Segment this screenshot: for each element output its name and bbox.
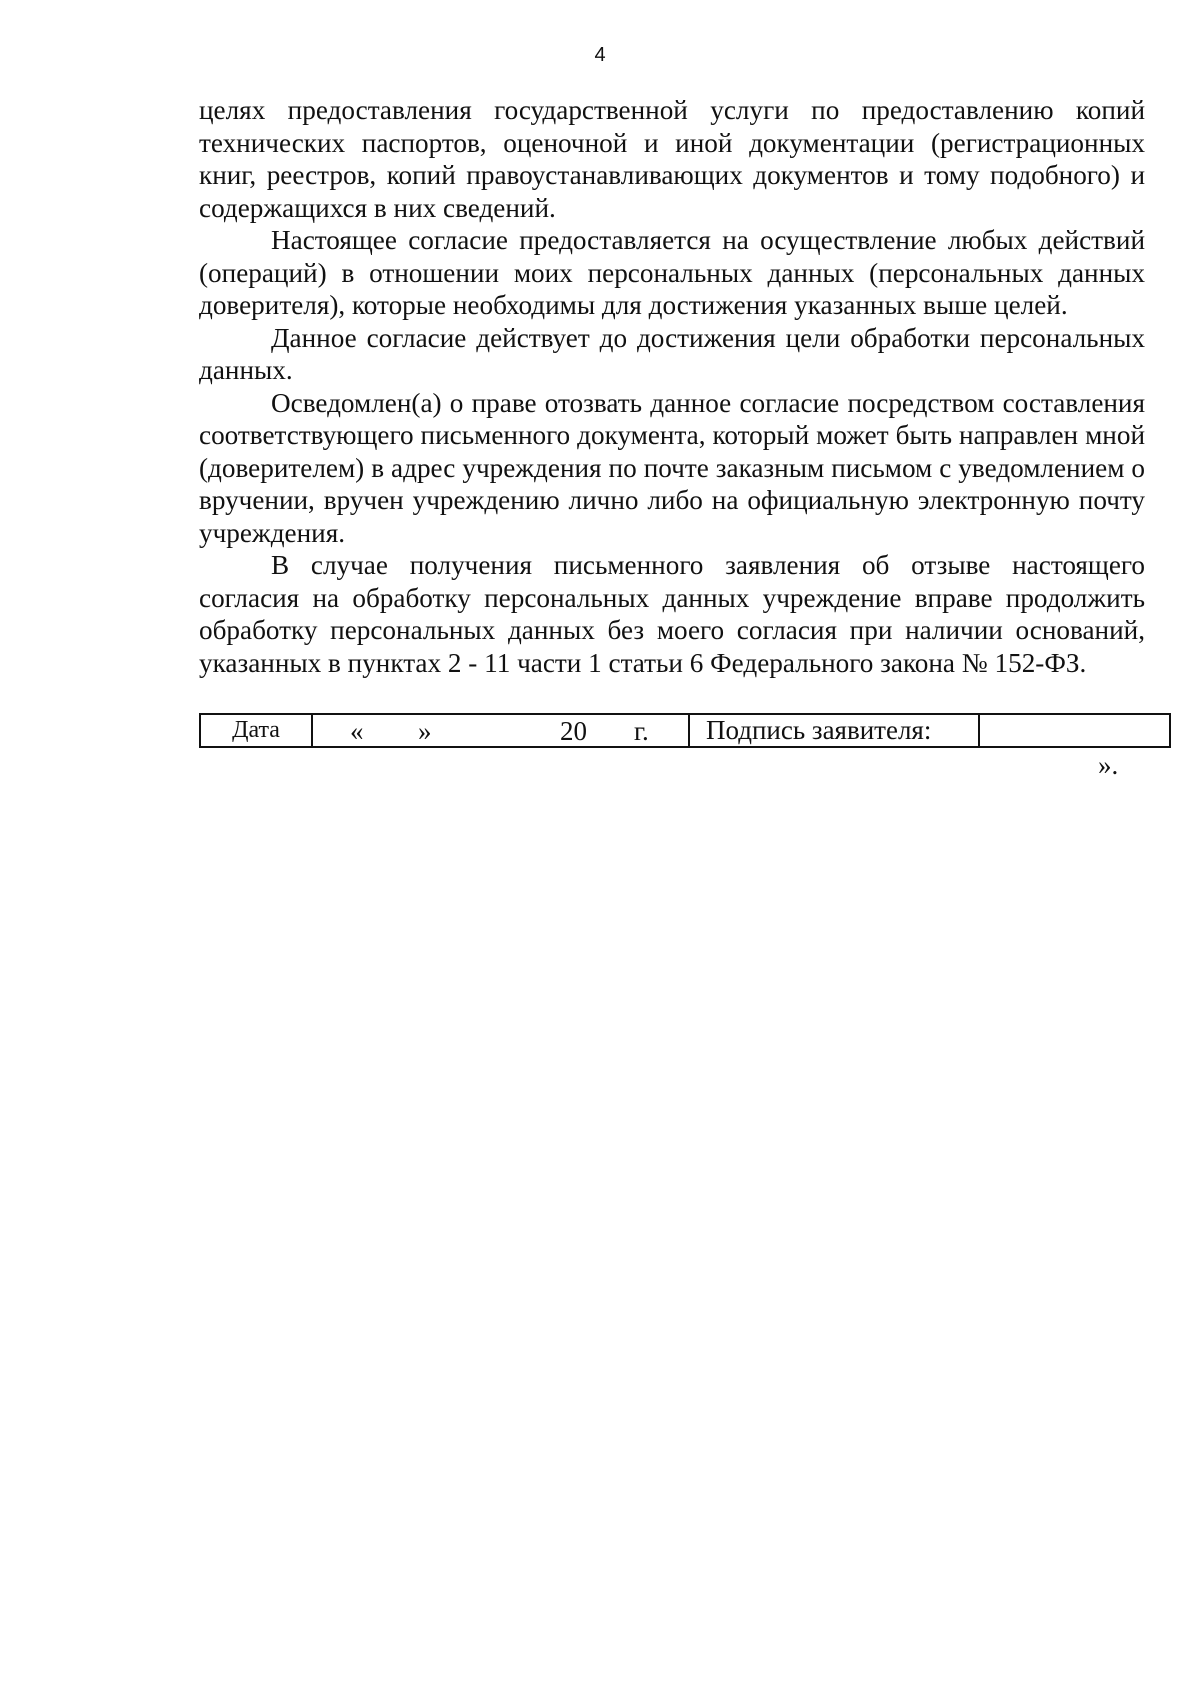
signature-table — [199, 713, 1171, 748]
paragraph-consent-scope: Настоящее согласие предоставляется на осуществление любых действий (операций) в отношении моих персональных данных (персональных данных доверителя), которые необходимы для достижения указанных выше целей. — [199, 225, 1145, 320]
signature-row — [200, 714, 1170, 747]
date-field[interactable] — [312, 714, 689, 747]
document-body — [199, 94, 1145, 679]
closing-quote-mark: ». — [1098, 750, 1119, 780]
paragraph-continuation: целях предоставления государственной услуги по предоставлению копий технических паспортов, оценочной и иной документации (регистрационных книг, реестров, копий правоустанавливающих документов и тому подобного) и содержащихся в них сведений. — [199, 95, 1145, 223]
signature-label: Подпись заявителя: — [689, 714, 979, 747]
date-year-prefix: 20 — [560, 716, 587, 746]
signature-field[interactable] — [979, 714, 1170, 747]
date-year-suffix: г. — [634, 716, 649, 746]
paragraph-revocation-right: Осведомлен(а) о праве отозвать данное согласие посредством составления соответствующего письменного документа, который может быть направлен мной (доверителем) в адрес учреждения по почте заказным письмом с уведомлением о вручении, вручен учреждению лично либо на официальную электронную почту учреждения. — [199, 387, 1145, 548]
date-quote-close: » — [418, 716, 432, 746]
paragraph-consent-duration: Данное согласие действует до достижения цели обработки персональных данных. — [199, 322, 1145, 385]
paragraph-revocation-effect: В случае получения письменного заявления об отзыве настоящего согласия на обработку персональных данных учреждение вправе продолжить обработку персональных данных без моего согласия при наличии оснований, указанных в пунктах 2 - 11 части 1 статьи 6 Федерального закона № 152-ФЗ. — [199, 550, 1145, 678]
date-quote-open: « — [350, 716, 364, 746]
date-label: Дата — [200, 714, 312, 747]
page-number: 4 — [594, 44, 606, 66]
